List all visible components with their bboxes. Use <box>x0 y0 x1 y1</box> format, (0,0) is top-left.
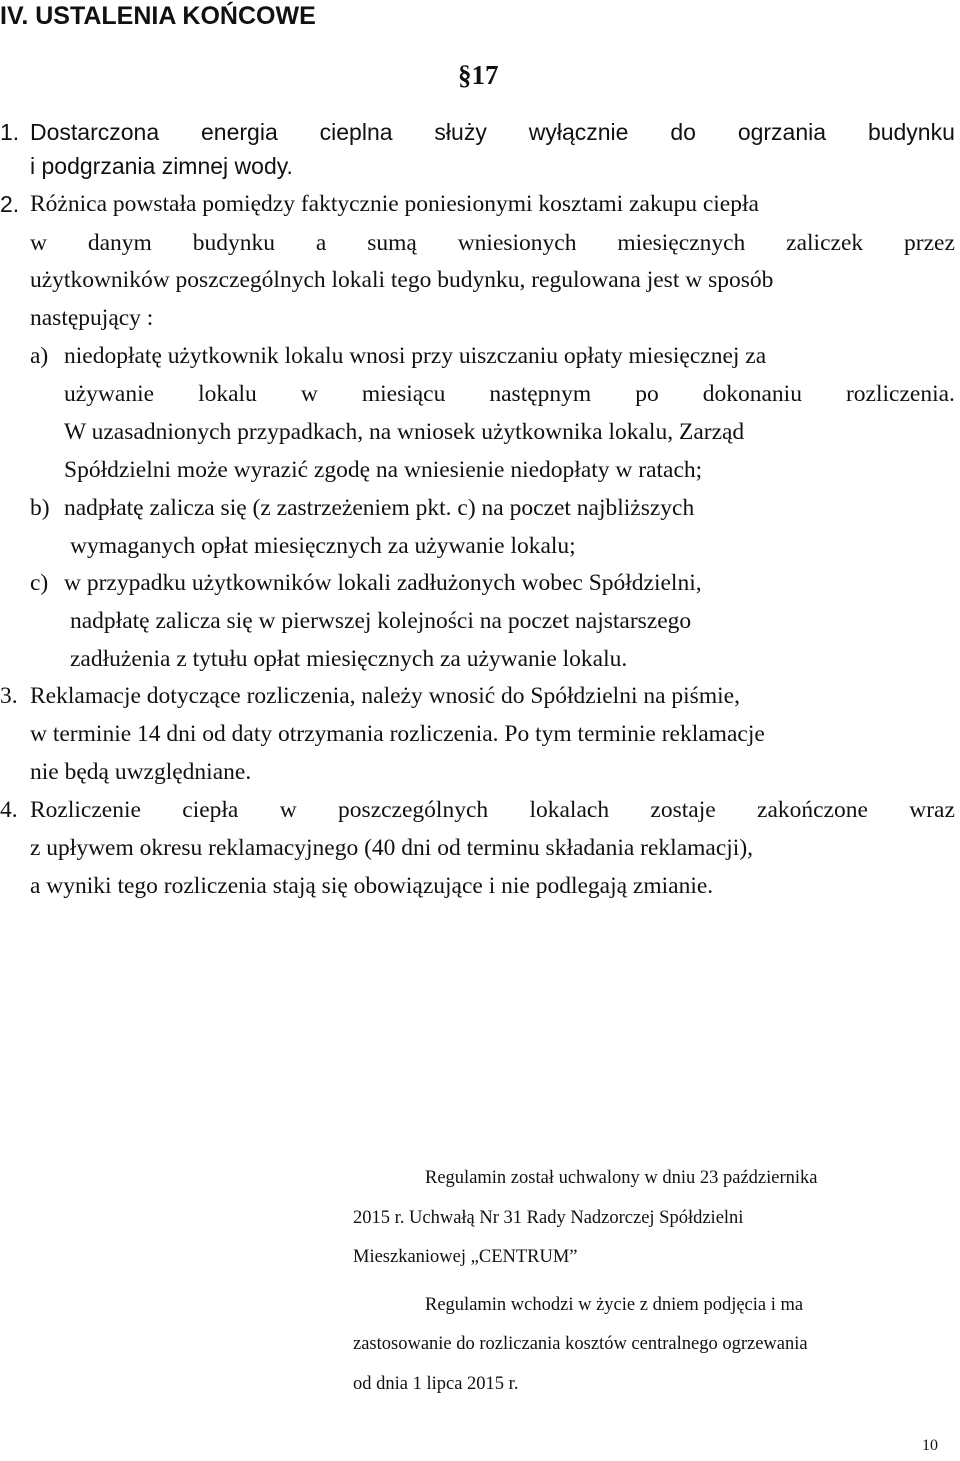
item-2-number: 2. <box>0 191 20 217</box>
item-2-line-3: użytkowników poszczególnych lokali tego budynku, regulowana jest w sposób <box>30 267 774 293</box>
sub-a-line-2: używanie lokalu w miesiącu następnym po dokonaniu rozliczenia. <box>64 381 955 407</box>
effective-note-line-1: Regulamin wchodzi w życie z dniem podjęcia i ma <box>425 1295 804 1315</box>
sub-c-line-3: zadłużenia z tytułu opłat miesięcznych za używanie lokalu. <box>70 646 628 672</box>
sub-c-label: c) <box>30 570 49 596</box>
page-number: 10 <box>922 1437 938 1454</box>
item-1-line-1: Dostarczona energia cieplna służy wyłącznie do ogrzania budynku <box>30 119 955 145</box>
sub-a-label: a) <box>30 343 49 369</box>
item-3-line-2: w terminie 14 dni od daty otrzymania rozliczenia. Po tym terminie reklamacje <box>30 721 765 747</box>
item-2-line-2: w danym budynku a sumą wniesionych miesięcznych zaliczek przez <box>30 230 955 256</box>
item-3-line-1: Reklamacje dotyczące rozliczenia, należy wnosić do Spółdzielni na piśmie, <box>30 683 740 709</box>
item-4-line-3: a wyniki tego rozliczenia stają się obowiązujące i nie podlegają zmianie. <box>30 873 714 899</box>
item-4-number: 4. <box>0 797 18 823</box>
effective-note-line-2: zastosowanie do rozliczania kosztów centralnego ogrzewania <box>353 1334 808 1354</box>
item-3-line-3: nie będą uwzględniane. <box>30 759 252 785</box>
item-2-line-4: następujący : <box>30 305 154 331</box>
effective-note-line-3: od dnia 1 lipca 2015 r. <box>353 1374 519 1394</box>
sub-b-line-1: nadpłatę zalicza się (z zastrzeżeniem pkt. c) na poczet najbliższych <box>64 495 695 521</box>
sub-a-line-4: Spółdzielni może wyrazić zgodę na wniesienie niedopłaty w ratach; <box>64 457 703 483</box>
paragraph-number: §17 <box>458 60 499 90</box>
item-2-line-1: Różnica powstała pomiędzy faktycznie poniesionymi kosztami zakupu ciepła <box>30 191 759 217</box>
sub-b-line-2: wymaganych opłat miesięcznych za używanie lokalu; <box>70 533 576 559</box>
sub-c-line-2: nadpłatę zalicza się w pierwszej kolejności na poczet najstarszego <box>70 608 692 634</box>
item-4-line-1: Rozliczenie ciepła w poszczególnych lokalach zostaje zakończone wraz <box>30 797 955 823</box>
sub-c-line-1: w przypadku użytkowników lokali zadłużonych wobec Spółdzielni, <box>64 570 702 596</box>
adoption-note-line-1: Regulamin został uchwalony w dniu 23 października <box>425 1168 818 1188</box>
adoption-note-line-2: 2015 r. Uchwałą Nr 31 Rady Nadzorczej Spółdzielni <box>353 1208 744 1228</box>
adoption-note-line-3: Mieszkaniowej „CENTRUM” <box>353 1247 578 1267</box>
item-3-number: 3. <box>0 683 18 709</box>
sub-a-line-3: W uzasadnionych przypadkach, na wniosek użytkownika lokalu, Zarząd <box>64 419 745 445</box>
item-1-number: 1. <box>0 119 20 145</box>
section-heading: IV. USTALENIA KOŃCOWE <box>0 2 316 30</box>
item-4-line-2: z upływem okresu reklamacyjnego (40 dni od terminu składania reklamacji), <box>30 835 754 861</box>
sub-b-label: b) <box>30 495 50 521</box>
item-1-line-2: i podgrzania zimnej wody. <box>30 153 293 179</box>
sub-a-line-1: niedopłatę użytkownik lokalu wnosi przy uiszczaniu opłaty miesięcznej za <box>64 343 767 369</box>
